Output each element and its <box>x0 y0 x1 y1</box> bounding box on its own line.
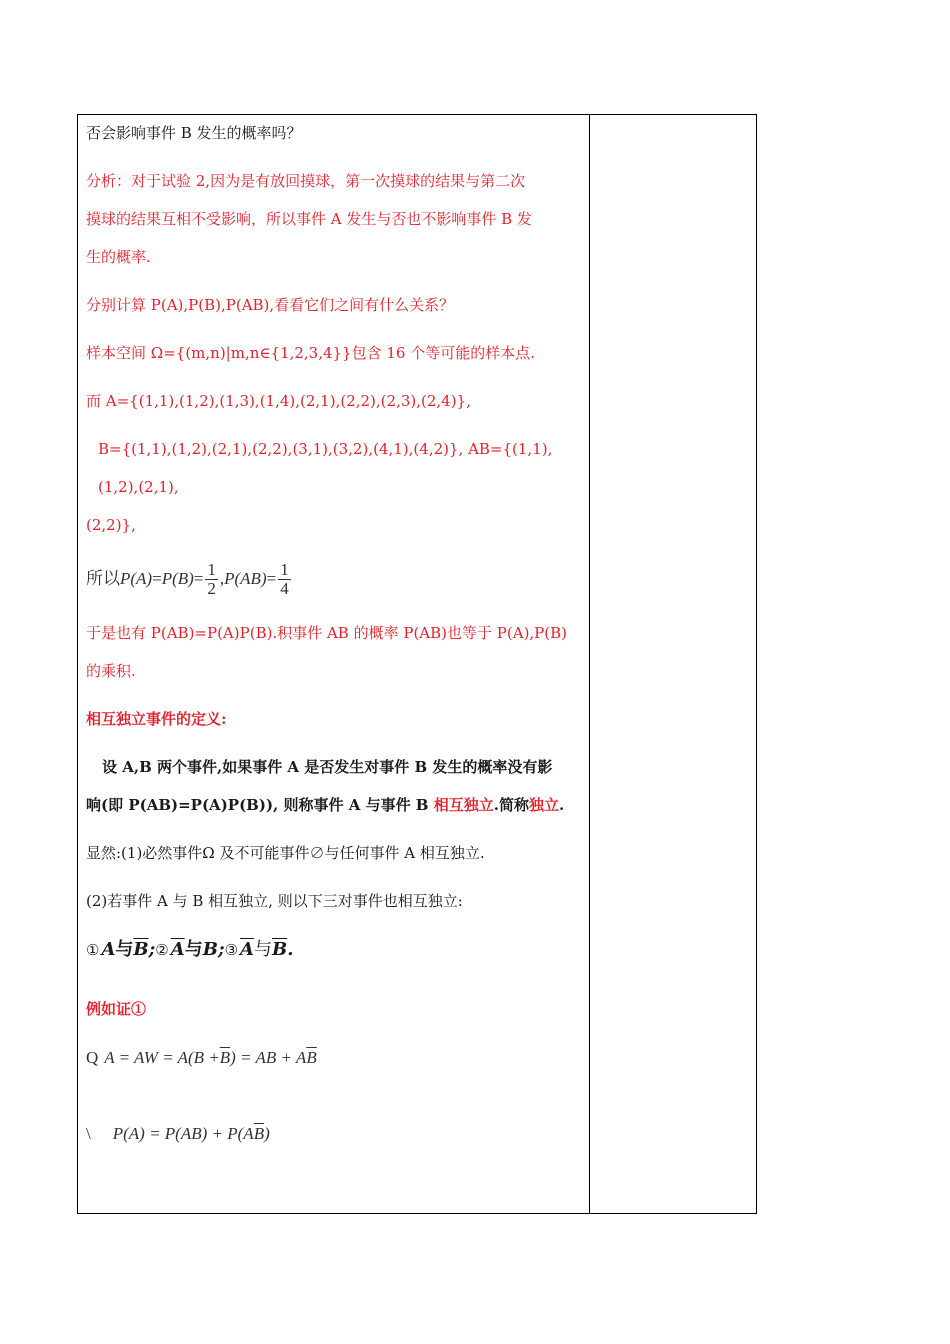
result-line-1: 于是也有 P(AB)=P(A)P(B).积事件 AB 的概率 P(AB)也等于 P(A),P(B) <box>86 624 568 642</box>
equation-text: ) = AB + A <box>230 1048 307 1067</box>
pair-separator: ; <box>217 939 225 960</box>
pair-word: 与 <box>184 939 203 960</box>
set-a: 而 A={(1,1),(1,2),(1,3),(1,4),(2,1),(2,2),(2,3),(2,4)}, <box>86 392 471 410</box>
definition-title: 相互独立事件的定义: <box>86 710 227 728</box>
equation-1 <box>86 1028 584 1088</box>
pair-event: B <box>202 939 218 960</box>
formula-comma: , <box>219 569 225 588</box>
definition-line-2 <box>86 786 584 824</box>
compute-prompt: 分别计算 P(A),P(B),P(AB),看看它们之间有什么关系？ <box>86 296 455 314</box>
formula-prefix: 所以 <box>86 569 120 588</box>
circled-number: ③ <box>224 941 239 959</box>
pair-end: . <box>287 939 294 960</box>
pair-word: 与 <box>115 939 134 960</box>
fraction-numerator: 1 <box>280 559 289 579</box>
pair-event-complement: $\overline{B}$ <box>272 939 288 960</box>
formula-pa: P(A) <box>120 569 153 588</box>
fraction-denominator: 4 <box>280 578 289 598</box>
content-cell <box>86 114 584 1164</box>
pair-word: 与 <box>254 939 273 960</box>
pair-event-complement: $\overline{A}$ <box>170 939 185 960</box>
definition-line-1: 设 A,B 两个事件,如果事件 A 是否发生对事件 B 发生的概率没有影 <box>102 758 553 776</box>
analysis-line-2: 摸球的结果互相不受影响，所以事件 A 发生与否也不影响事件 B 发 <box>86 210 532 228</box>
sample-space: 样本空间 Ω={(m,n)|m,n∈{1,2,3,4}}包含 16 个等可能的样本点. <box>86 344 535 362</box>
equation-complement: $\overline{B}$ <box>306 1048 317 1067</box>
circled-number: ① <box>86 941 100 959</box>
pair-event: A <box>101 939 116 960</box>
pair-separator: ; <box>148 939 156 960</box>
equation-text: ) <box>264 1124 270 1143</box>
definition-text: . <box>558 796 565 814</box>
obvious-property: 显然:(1)必然事件Ω 及不可能事件∅与任何事件 A 相互独立. <box>86 844 485 862</box>
fraction-numerator: 1 <box>207 559 216 579</box>
analysis-line-3: 生的概率. <box>86 248 151 266</box>
equation-symbol: Q <box>86 1048 99 1067</box>
analysis-line-1: 分析：对于试验 2,因为是有放回摸球，第一次摸球的结果与第二次 <box>86 172 526 190</box>
definition-text: 响(即 P(AB)=P(A)P(B)), 则称事件 A 与事件 B <box>86 796 434 814</box>
property-2: (2)若事件 A 与 B 相互独立, 则以下三对事件也相互独立: <box>86 892 463 910</box>
fraction-quarter <box>278 561 291 598</box>
set-b-line-1: B={(1,1),(1,2),(2,1),(2,2),(3,1),(3,2),(4,1),(4,2)}, AB={(1,1),(1,2),(2,1), <box>98 440 553 496</box>
pair-event-complement: $\overline{A}$ <box>240 939 255 960</box>
example-title: 例如证① <box>86 1000 147 1018</box>
formula-pab: P(AB) <box>224 569 267 588</box>
formula-eq: = <box>193 569 204 588</box>
independent-pairs <box>86 920 584 980</box>
equation-text: P(A) = P(AB) + P(A <box>112 1124 254 1143</box>
definition-text: .简称 <box>493 796 529 814</box>
equation-complement: $\overline{B}$ <box>219 1048 231 1067</box>
fraction-half <box>205 561 218 598</box>
intro-question: 否会影响事件 B 发生的概率吗？ <box>86 124 302 142</box>
equation-complement: $\overline{B}$ <box>253 1124 265 1143</box>
formula-eq: = <box>266 569 277 588</box>
definition-term: 相互独立 <box>433 796 494 814</box>
definition-term: 独立 <box>528 796 559 814</box>
formula-pb: P(B) <box>161 569 194 588</box>
formula-eq: = <box>152 569 162 588</box>
column-divider <box>589 114 590 1214</box>
result-line-2: 的乘积. <box>86 662 136 680</box>
set-b-line-2: (2,2)}, <box>86 516 136 534</box>
fraction-denominator: 2 <box>207 578 216 598</box>
pair-event-complement: $\overline{B}$ <box>133 939 149 960</box>
equation-text: A = AW = A(B + <box>104 1048 220 1067</box>
probability-formula <box>86 544 584 614</box>
equation-2 <box>86 1104 584 1164</box>
equation-symbol: \ <box>86 1124 91 1143</box>
circled-number: ② <box>155 941 169 959</box>
